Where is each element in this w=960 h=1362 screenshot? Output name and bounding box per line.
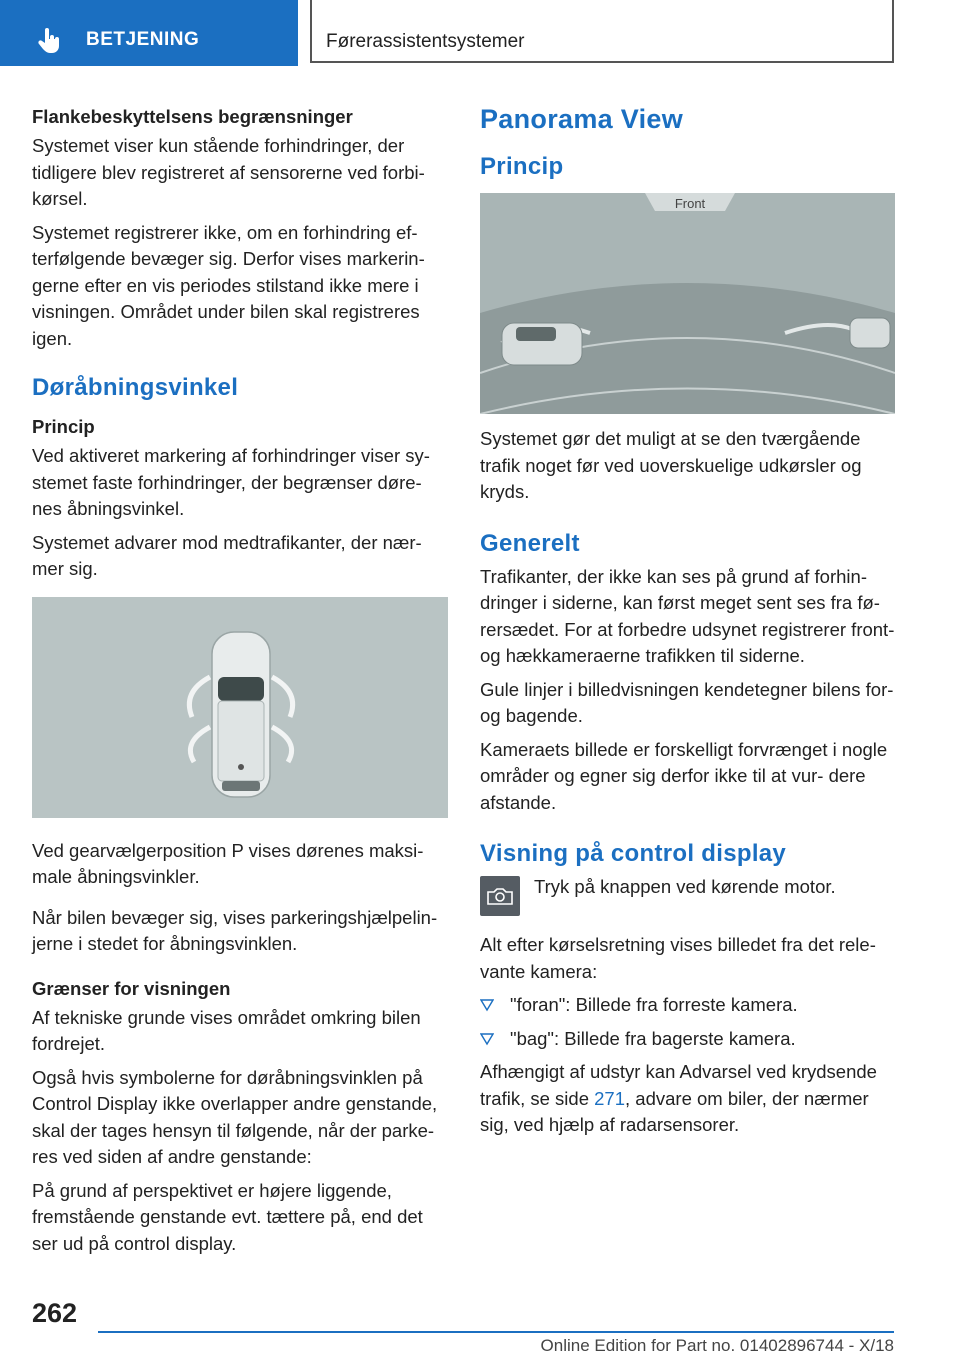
page-number: 262	[32, 1298, 78, 1328]
generelt-paragraph-3: Kameraets billede er forskelligt forvrænget i nogle områder og egner sig derfor ikke til at vur- dere afstande.	[480, 738, 888, 813]
limits-paragraph-1: Af tekniske grunde vises området omkring bilen fordrejet.	[32, 1006, 421, 1054]
door-princip-title: Princip	[32, 416, 95, 437]
generelt-heading: Generelt	[480, 529, 580, 557]
princip-paragraph: Systemet gør det muligt at se den tværgående trafik noget før ved uoverskuelige udkørsler og kryds.	[480, 428, 862, 502]
flank-limits-title: Flankebeskyttelsens begrænsninger	[32, 106, 353, 127]
panorama-camera-illustration	[480, 193, 895, 414]
left-column	[32, 104, 448, 1264]
limits-paragraph-2: Også hvis symbolerne for døråbningsvinklen på Control Display ikke overlapper andre genstande, skal der tages hensyn til følgende, når der parke- res ved siden af andre genstande:	[32, 1066, 438, 1167]
final-paragraph	[480, 1059, 895, 1139]
bullet-rear-text: "bag": Billede fra bagerste kamera.	[510, 1027, 796, 1049]
section-label: BETJENING	[86, 29, 200, 50]
chapter-title: Førerassistentsystemer	[326, 31, 525, 52]
panorama-figure	[480, 193, 895, 414]
right-column	[480, 104, 895, 1146]
generelt-paragraph-1: Trafikanter, der ikke kan ses på grund af forhin- dringer i siderne, kan først meget sent ses fra fø- rersædet. For at forbedre udsynet registrerer front- og hækkameraerne trafikken til siderne.	[480, 565, 895, 666]
final-text-end: , advare om biler, der nærmer sig, ved hjælp af radarsensorer.	[480, 1087, 869, 1135]
display-limits-title: Grænser for visningen	[32, 977, 231, 999]
limits-paragraph-3: På grund af perspektivet er højere liggende, fremstående genstande evt. tættere på, end det ser ud på control display.	[32, 1179, 423, 1254]
final-text-start: Afhængigt af udstyr kan Advarsel ved krydsende trafik, se side	[480, 1061, 877, 1109]
door-paragraph-2: Systemet advarer mod medtrafikanter, der nær- mer sig.	[32, 531, 422, 579]
footer-divider	[98, 1331, 894, 1333]
triangle-bullet-icon	[480, 1032, 494, 1046]
control-display-heading: Visning på control display	[480, 840, 787, 867]
page-link-271[interactable]: 271	[594, 1087, 626, 1109]
door-paragraph-1: Ved aktiveret markering af forhindringer viser sy- stemet faste forhindringer, der begrænser døre- nes åbningsvinkel.	[32, 445, 430, 519]
move-paragraph: Når bilen bevæger sig, vises parkeringshjælpelin- jerne i stedet for åbningsvinklen.	[32, 906, 438, 954]
car-top-view-illustration	[32, 597, 448, 818]
section-tab	[0, 0, 298, 66]
camera-button-row	[480, 874, 895, 920]
camera-button-icon	[480, 876, 520, 916]
bullet-front	[480, 992, 895, 1019]
flank-paragraph-2: Systemet registrerer ikke, om en forhindring ef- terfølgende bevæger sig. Derfor vises markerin- gerne efter en vis periodes stilstand ikke mere i visningen. Området under bilen skal registreres igen.	[32, 221, 425, 349]
door-angle-figure	[32, 597, 448, 818]
direction-paragraph: Alt efter kørselsretning vises billedet fra det rele- vante kamera:	[480, 934, 876, 982]
triangle-bullet-icon	[480, 998, 494, 1012]
camera-button-text: Tryk på knappen ved kørende motor.	[534, 876, 836, 897]
bullet-rear	[480, 1026, 895, 1053]
flank-paragraph-1: Systemet viser kun stående forhindringer, der tidligere blev registreret af sensorerne ved forbi- kørsel.	[32, 135, 425, 209]
princip-heading: Princip	[480, 153, 564, 180]
door-angle-heading: Døråbningsvinkel	[32, 374, 239, 401]
chapter-header	[310, 0, 894, 63]
hand-pointer-icon	[38, 28, 62, 54]
panorama-heading: Panorama View	[480, 104, 683, 134]
front-label: Front	[674, 196, 706, 211]
gear-paragraph: Ved gearvælgerposition P vises dørenes maksi- male åbningsvinkler.	[32, 839, 424, 887]
edition-footer: Online Edition for Part no. 01402896744 - X/18	[540, 1336, 894, 1355]
bullet-front-text: "foran": Billede fra forreste kamera.	[510, 994, 798, 1015]
generelt-paragraph-2: Gule linjer i billedvisningen kendetegner bilens for- og bagende.	[480, 678, 894, 726]
